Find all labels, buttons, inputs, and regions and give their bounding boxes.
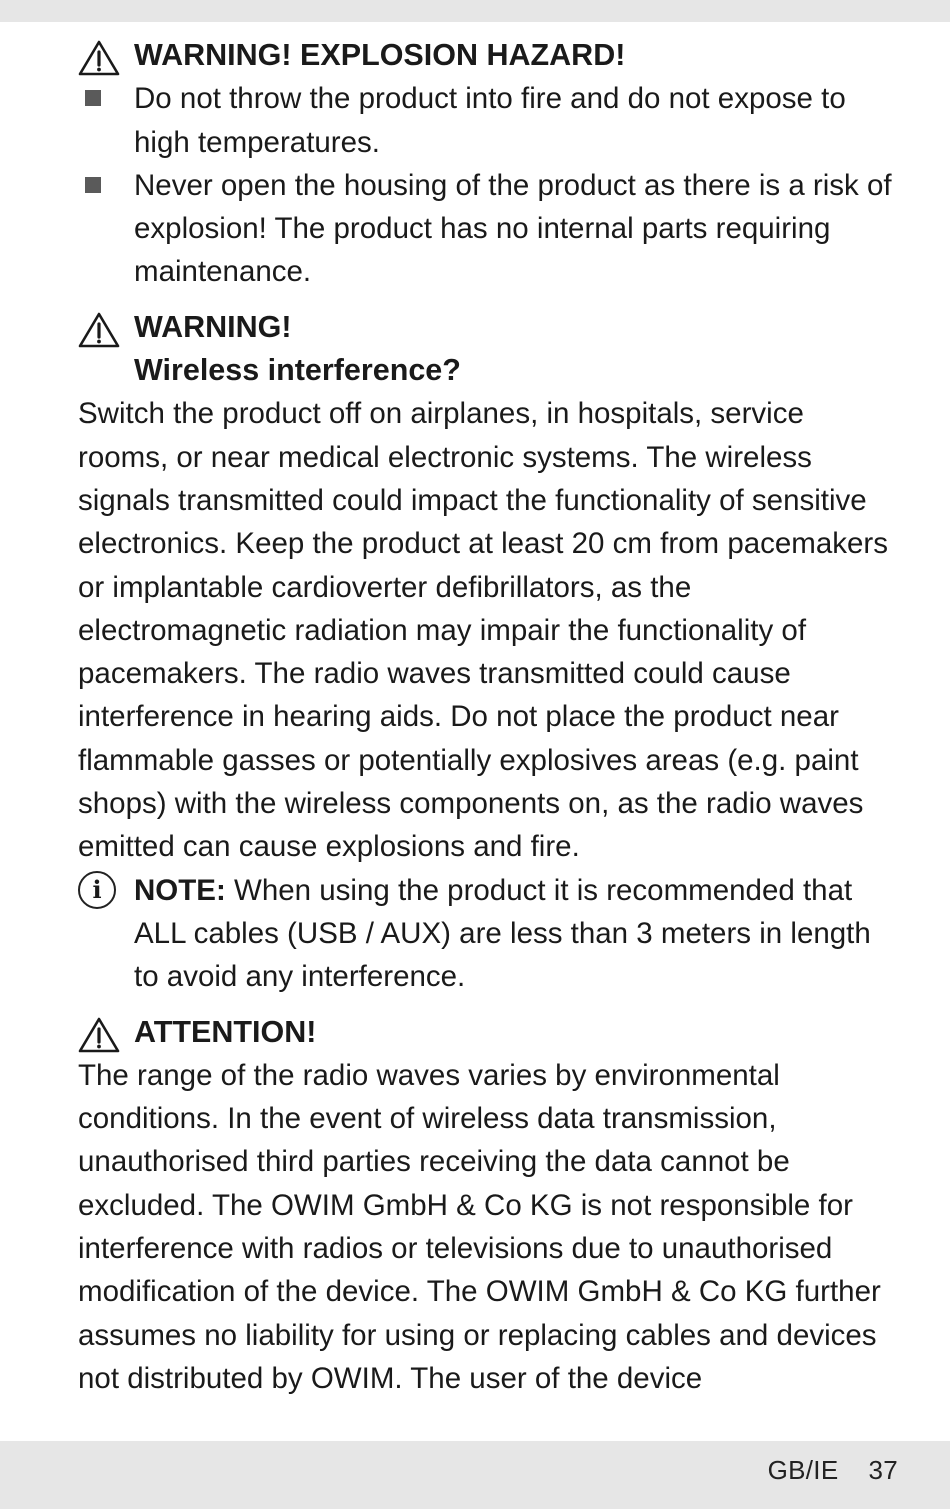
bullet-text: Do not throw the product into fire and do not expose to high temperatures. <box>134 82 846 159</box>
wireless-warning-heading <box>78 306 896 393</box>
warning-triangle-icon <box>78 312 120 348</box>
note-block <box>78 869 896 999</box>
list-item <box>78 164 896 294</box>
heading-text: ATTENTION! <box>134 1014 317 1049</box>
attention-body: The range of the radio waves varies by environmental conditions. In the event of wireless data transmission, unauthorised third parties receiving the data cannot be excluded. The OWIM GmbH & Co KG is not responsible for interference with radios or televisions due to unauthorised modification of the device. The OWIM GmbH & Co KG further assumes no liability for using or replacing cables and devices not distributed by OWIM. The user of the device <box>78 1058 881 1395</box>
heading-line-2: Wireless interference? <box>134 353 461 388</box>
note-text: When using the product it is recommended that ALL cables (USB / AUX) are less than 3 meters in length to avoid any interference. <box>134 873 871 994</box>
attention-heading <box>78 1011 896 1054</box>
document-content <box>78 34 896 1400</box>
note-label: NOTE: <box>134 873 226 907</box>
bullet-text: Never open the housing of the product as there is a risk of explosion! The product has no internal parts requiring maintenance. <box>134 168 892 289</box>
list-item <box>78 77 896 164</box>
warning-triangle-icon <box>78 40 120 76</box>
heading-line-1: WARNING! <box>134 309 292 344</box>
heading-text: WARNING! EXPLOSION HAZARD! <box>134 38 626 72</box>
wireless-body: Switch the product off on airplanes, in hospitals, service rooms, or near medical electronic systems. The wireless signals transmitted could impact the functionality of sensitive electronics. Keep the product at least 20 cm from pacemakers or implantable cardioverter defibrillators, as the electromagnetic radiation may impair the functionality of pacemakers. The radio waves transmitted could cause interference in hearing aids. Do not place the product near flammable gasses or potentially explosives areas (e.g. paint shops) with the wireless components on, as the radio waves emitted can cause explosions and fire. <box>78 397 888 864</box>
square-bullet <box>85 177 101 193</box>
explosion-hazard-heading <box>78 34 896 77</box>
page-number: 37 <box>868 1455 898 1485</box>
warning-triangle-icon <box>78 1017 120 1053</box>
square-bullet <box>85 90 101 106</box>
footer-text <box>768 1455 898 1486</box>
locale-label: GB/IE <box>767 1455 839 1485</box>
top-band <box>0 0 950 22</box>
info-circle-icon: i <box>78 871 116 909</box>
